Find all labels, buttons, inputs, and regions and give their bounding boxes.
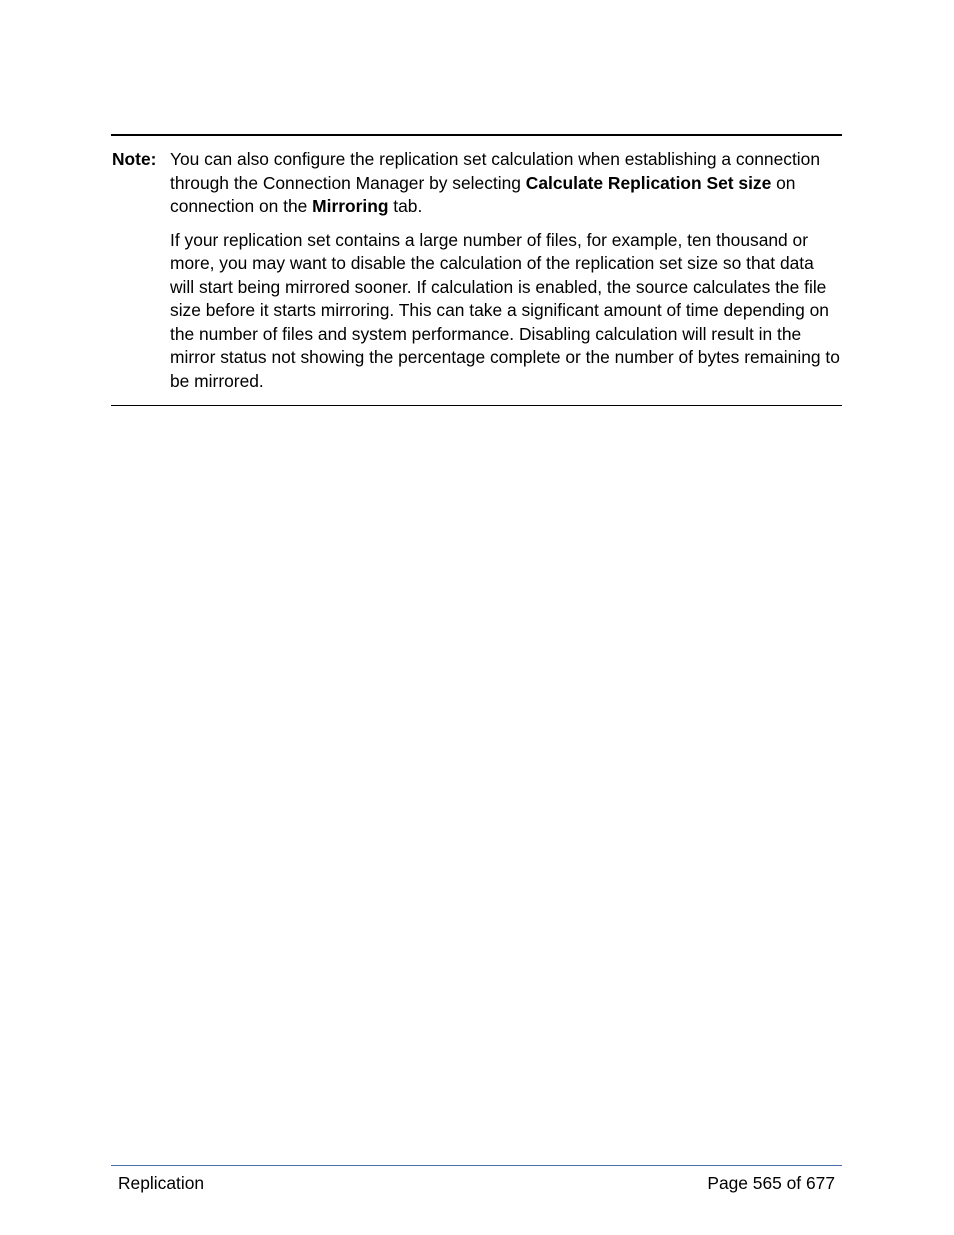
note-content <box>111 148 842 393</box>
footer-section-title: Replication <box>118 1173 205 1193</box>
note-paragraph-1 <box>170 148 842 219</box>
mirroring-tab-name: Mirroring <box>312 196 389 216</box>
note-label: Note: <box>112 149 157 169</box>
note-paragraph-2: If your replication set contains a large number of files, for example, ten thousand or more, you may want to disable the calculation of the replication set size so that data will start being mirrored sooner. If calculation is enabled, the source calculates the file size before it starts mirroring. This can take a significant amount of time depending on the number of files and system performance. Disabling calculation will result in the mirror status not showing the percentage complete or the number of bytes remaining to be mirrored. <box>170 229 840 391</box>
note-block <box>111 134 842 406</box>
footer-page-number: Page 565 of 677 <box>707 1173 835 1193</box>
note-text: on connection on the <box>170 172 796 216</box>
note-text: You can also configure the replication set calculation when establishing a connection through the Connection Manager by selecting <box>170 149 820 193</box>
page-footer <box>111 1165 842 1193</box>
calculate-replication-set-size-option: Calculate Replication Set size <box>525 172 772 193</box>
note-text: tab. <box>388 196 423 216</box>
